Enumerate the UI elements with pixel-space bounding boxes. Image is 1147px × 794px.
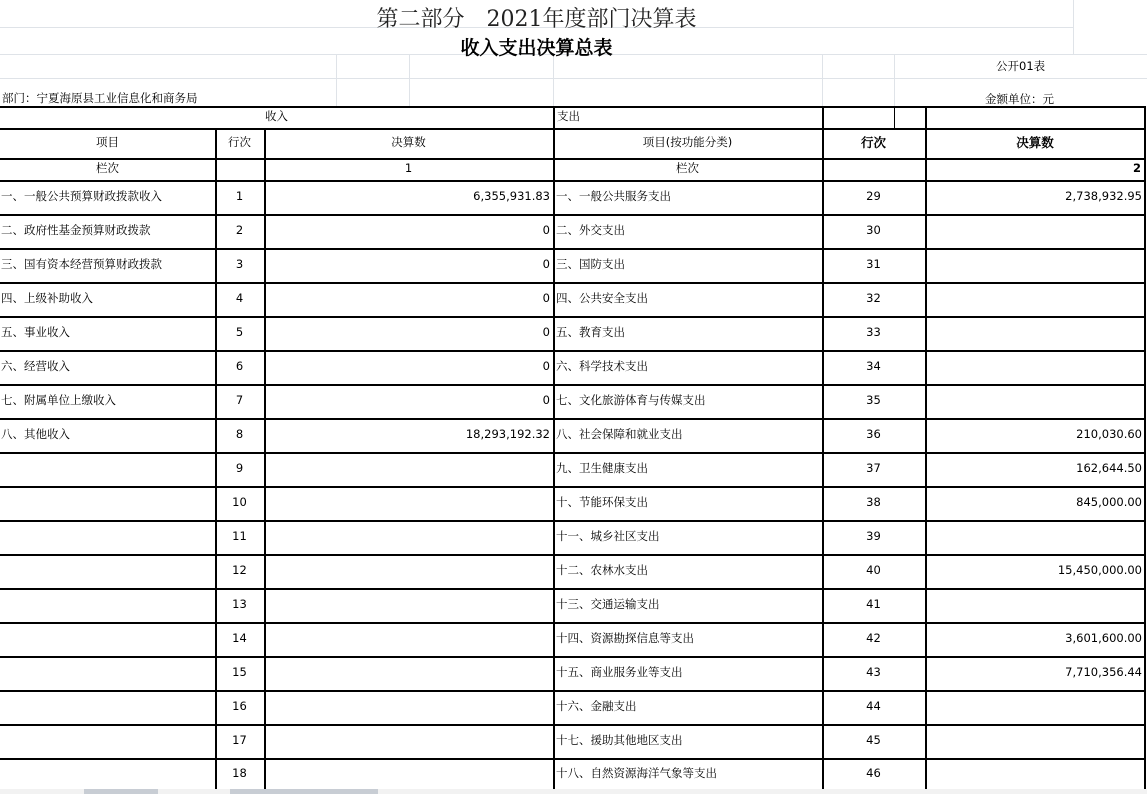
expense-amount-cell: 7,710,356.44 <box>1065 665 1142 679</box>
expense-item-cell: 十五、商业服务业等支出 <box>556 665 683 679</box>
table-border <box>0 418 1146 420</box>
table-border <box>894 106 895 128</box>
income-row-number-cell: 6 <box>235 359 244 373</box>
income-item-cell: 三、国有资本经营预算财政拨款 <box>1 257 162 271</box>
gridline <box>1073 0 1074 54</box>
expense-amount-cell: 15,450,000.00 <box>1057 563 1142 577</box>
gridline <box>409 54 410 106</box>
gridline <box>0 78 1147 79</box>
table-border <box>0 106 1146 108</box>
table-border <box>822 106 824 794</box>
column-row-label: 栏次 <box>96 161 119 175</box>
income-amount-cell: 18,293,192.32 <box>465 427 550 441</box>
table-border <box>264 128 266 794</box>
sheet-tab[interactable] <box>230 789 378 794</box>
table-border <box>0 248 1146 250</box>
expense-row-number-cell: 38 <box>866 495 881 509</box>
table-border <box>0 554 1146 556</box>
expense-row-number-cell: 43 <box>866 665 881 679</box>
income-row-number-cell: 2 <box>235 223 244 237</box>
section-income-label: 收入 <box>265 109 288 123</box>
expense-row-number-cell: 31 <box>866 257 881 271</box>
table-border <box>925 106 927 794</box>
income-amount-cell: 0 <box>542 393 550 407</box>
form-code: 公开01表 <box>996 59 1046 73</box>
unit-label: 金额单位：元 <box>985 92 1054 106</box>
income-item-cell: 六、经营收入 <box>1 359 70 373</box>
gridline <box>553 54 554 106</box>
expense-item-cell: 一、一般公共服务支出 <box>556 189 671 203</box>
department-label: 部门：宁夏海原县工业信息化和商务局 <box>2 91 198 105</box>
sheet-tab[interactable] <box>84 789 158 794</box>
expense-amount-cell: 162,644.50 <box>1076 461 1142 475</box>
income-amount-cell: 6,355,931.83 <box>473 189 550 203</box>
expense-row-number-cell: 36 <box>866 427 881 441</box>
table-border <box>0 180 1146 182</box>
expense-item-cell: 三、国防支出 <box>556 257 625 271</box>
expense-row-number-cell: 39 <box>866 529 881 543</box>
expense-row-number-cell: 41 <box>866 597 881 611</box>
expense-row-number-cell: 46 <box>866 766 881 780</box>
table-border <box>0 724 1146 726</box>
expense-row-number-cell: 33 <box>866 325 881 339</box>
income-row-number-cell: 5 <box>235 325 244 339</box>
income-amount-cell: 0 <box>542 257 550 271</box>
expense-item-cell: 六、科学技术支出 <box>556 359 648 373</box>
expense-row-number-cell: 42 <box>866 631 881 645</box>
expense-item-cell: 四、公共安全支出 <box>556 291 648 305</box>
header-item-func: 项目(按功能分类) <box>642 135 733 149</box>
income-row-number-cell: 3 <box>235 257 244 271</box>
income-amount-cell: 0 <box>542 325 550 339</box>
income-item-cell: 五、事业收入 <box>1 325 70 339</box>
table-border <box>1144 106 1146 794</box>
expense-row-number-cell: 40 <box>866 563 881 577</box>
expense-row-number-cell: 34 <box>866 359 881 373</box>
table-border <box>0 282 1146 284</box>
table-border <box>0 158 1146 160</box>
income-item-cell: 一、一般公共预算财政拨款收入 <box>1 189 162 203</box>
income-row-number-cell: 13 <box>232 597 247 611</box>
report-subtitle: 收入支出决算总表 <box>460 37 613 59</box>
table-border <box>0 214 1146 216</box>
expense-item-cell: 十三、交通运输支出 <box>556 597 660 611</box>
expense-item-cell: 十八、自然资源海洋气象等支出 <box>556 766 717 780</box>
column-number-2: 2 <box>1132 161 1141 175</box>
expense-item-cell: 八、社会保障和就业支出 <box>556 427 683 441</box>
expense-item-cell: 二、外交支出 <box>556 223 625 237</box>
gridline <box>336 54 337 106</box>
expense-row-number-cell: 29 <box>866 189 881 203</box>
report-title: 第二部分 2021年度部门决算表 <box>376 7 697 32</box>
expense-amount-cell: 3,601,600.00 <box>1065 631 1142 645</box>
income-row-number-cell: 8 <box>235 427 244 441</box>
income-item-cell: 二、政府性基金预算财政拨款 <box>1 223 151 237</box>
income-row-number-cell: 1 <box>235 189 244 203</box>
income-amount-cell: 0 <box>542 223 550 237</box>
sheet-bottom-bar <box>0 789 1147 794</box>
expense-item-cell: 十、节能环保支出 <box>556 495 648 509</box>
income-row-number-cell: 4 <box>235 291 244 305</box>
expense-row-number-cell: 32 <box>866 291 881 305</box>
table-border <box>0 452 1146 454</box>
income-row-number-cell: 12 <box>232 563 247 577</box>
expense-item-cell: 十二、农林水支出 <box>556 563 648 577</box>
income-row-number-cell: 9 <box>235 461 244 475</box>
header-amount-2: 决算数 <box>1016 135 1054 150</box>
header-row-no-2: 行次 <box>860 135 886 150</box>
table-border <box>0 588 1146 590</box>
section-expense-label: 支出 <box>557 109 580 123</box>
expense-row-number-cell: 45 <box>866 733 881 747</box>
table-border <box>0 758 1146 760</box>
income-row-number-cell: 7 <box>235 393 244 407</box>
income-row-number-cell: 18 <box>232 766 247 780</box>
expense-row-number-cell: 37 <box>866 461 881 475</box>
column-number-1: 1 <box>404 161 413 175</box>
expense-row-number-cell: 30 <box>866 223 881 237</box>
income-amount-cell: 0 <box>542 359 550 373</box>
expense-row-number-cell: 35 <box>866 393 881 407</box>
expense-amount-cell: 845,000.00 <box>1076 495 1142 509</box>
expense-amount-cell: 210,030.60 <box>1076 427 1142 441</box>
expense-item-cell: 七、文化旅游体育与传媒支出 <box>556 393 706 407</box>
header-row-no: 行次 <box>228 135 251 149</box>
income-row-number-cell: 15 <box>232 665 247 679</box>
header-item: 项目 <box>96 135 119 149</box>
table-border <box>0 622 1146 624</box>
expense-item-cell: 九、卫生健康支出 <box>556 461 648 475</box>
expense-item-cell: 十四、资源勘探信息等支出 <box>556 631 694 645</box>
table-border <box>0 656 1146 658</box>
table-border <box>0 128 1146 130</box>
income-row-number-cell: 11 <box>232 529 247 543</box>
income-item-cell: 四、上级补助收入 <box>1 291 93 305</box>
income-item-cell: 八、其他收入 <box>1 427 70 441</box>
expense-item-cell: 五、教育支出 <box>556 325 625 339</box>
table-border <box>0 316 1146 318</box>
expense-item-cell: 十一、城乡社区支出 <box>556 529 660 543</box>
expense-row-number-cell: 44 <box>866 699 881 713</box>
table-border <box>0 350 1146 352</box>
income-row-number-cell: 10 <box>232 495 247 509</box>
column-row-label-2: 栏次 <box>676 161 699 175</box>
expense-amount-cell: 2,738,932.95 <box>1065 189 1142 203</box>
expense-item-cell: 十六、金融支出 <box>556 699 637 713</box>
table-border <box>553 106 555 794</box>
header-amount: 决算数 <box>391 135 426 149</box>
gridline <box>822 54 823 106</box>
gridline <box>894 54 895 106</box>
expense-item-cell: 十七、援助其他地区支出 <box>556 733 683 747</box>
income-amount-cell: 0 <box>542 291 550 305</box>
income-row-number-cell: 17 <box>232 733 247 747</box>
income-row-number-cell: 14 <box>232 631 247 645</box>
table-border <box>0 384 1146 386</box>
income-row-number-cell: 16 <box>232 699 247 713</box>
income-item-cell: 七、附属单位上缴收入 <box>1 393 116 407</box>
table-border <box>0 486 1146 488</box>
table-border <box>0 690 1146 692</box>
table-border <box>0 520 1146 522</box>
